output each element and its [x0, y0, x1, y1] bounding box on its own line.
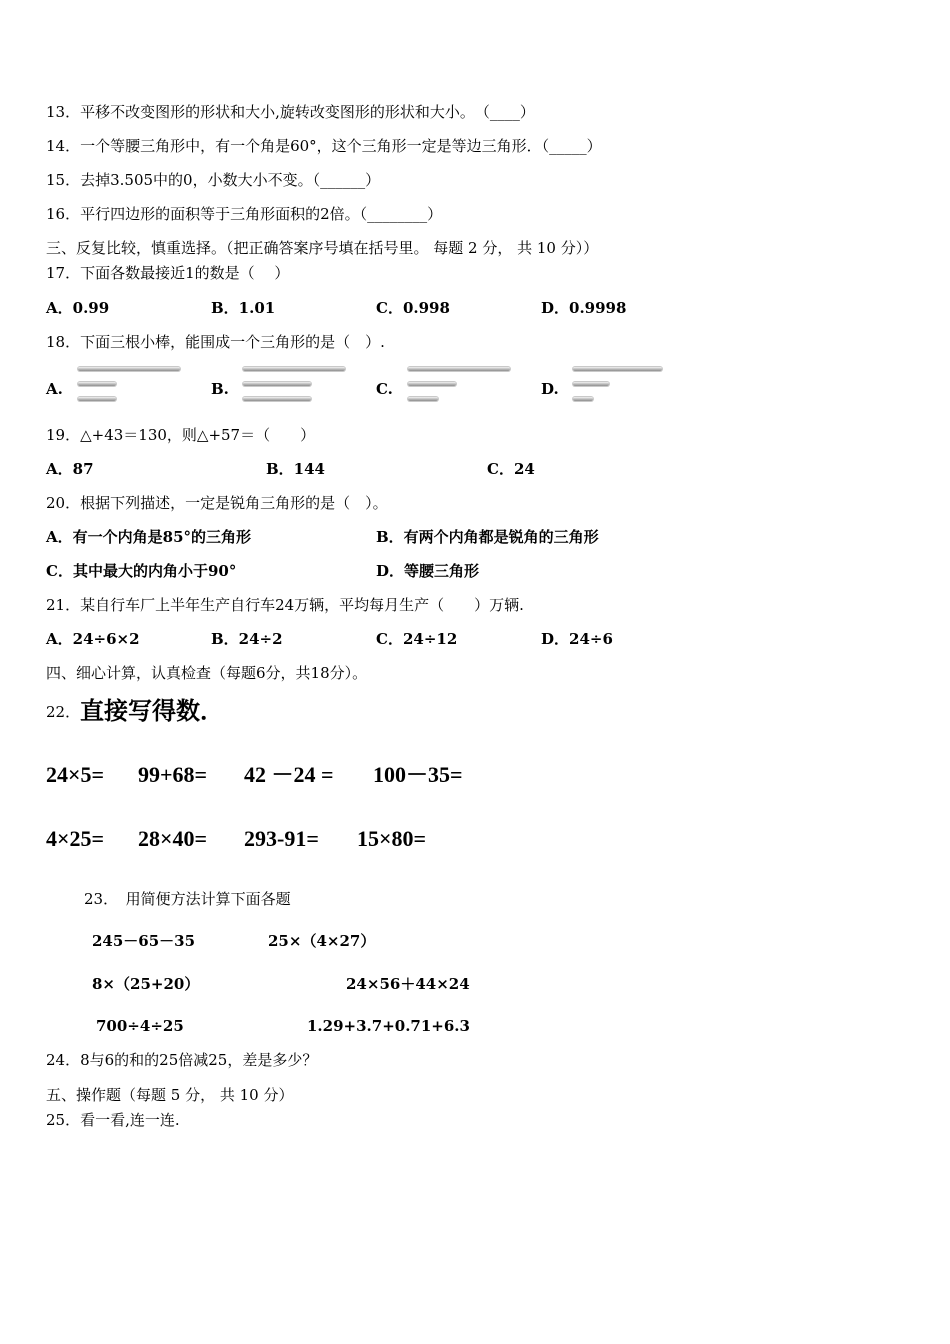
question-21-option-a: A．24÷6×2 — [46, 630, 140, 648]
question-19-option-a: A．87 — [46, 460, 94, 478]
question-15: 15．去掉3.505中的0，小数大小不变。（______） — [46, 171, 381, 189]
calc-item: 42 －24 = — [244, 762, 334, 787]
stick — [573, 367, 662, 371]
section-4-heading: 四、细心计算，认真检查（每题6分，共18分）。 — [46, 664, 368, 682]
calc-item: 99+68= — [138, 762, 208, 787]
question-19-option-b: B．144 — [266, 460, 325, 478]
question-18-option-c: C. — [376, 380, 393, 398]
stick — [573, 397, 593, 401]
calc-item: 4×25= — [46, 826, 105, 851]
simplify-item: 24×56＋44×24 — [346, 975, 470, 993]
question-24: 24．8与6的和的25倍减25，差是多少？ — [46, 1051, 318, 1069]
calc-item: 28×40= — [138, 826, 208, 851]
calc-item: 100－35= — [373, 762, 463, 787]
question-21-option-b: B．24÷2 — [211, 630, 283, 648]
question-20-option-b: B．有两个内角都是锐角的三角形 — [376, 528, 599, 546]
question-22-number: 22． — [46, 703, 81, 721]
question-20-option-d: D．等腰三角形 — [376, 562, 480, 580]
question-25: 25．看一看,连一连. — [46, 1111, 180, 1129]
question-18-stem: 18．下面三根小棒，能围成一个三角形的是（ ）. — [46, 333, 385, 351]
stick — [243, 397, 311, 401]
stick — [243, 367, 345, 371]
question-17-option-a: A．0.99 — [46, 299, 110, 317]
question-17-option-d: D．0.9998 — [541, 299, 627, 317]
stick — [408, 367, 510, 371]
question-18-option-d: D. — [541, 380, 559, 398]
question-17-option-c: C．0.998 — [376, 299, 450, 317]
simplify-item: 700÷4÷25 — [96, 1017, 184, 1035]
question-17-stem: 17．下面各数最接近1的数是（ ） — [46, 264, 290, 282]
question-18-option-b: B. — [211, 380, 229, 398]
question-21-option-d: D．24÷6 — [541, 630, 613, 648]
stick — [78, 382, 116, 386]
stick — [408, 397, 438, 401]
simplify-item: 245－65－35 — [92, 932, 196, 950]
simplify-item: 8×（25+20） — [92, 975, 200, 993]
question-21-option-c: C．24÷12 — [376, 630, 458, 648]
question-21-stem: 21．某自行车厂上半年生产自行车24万辆，平均每月生产（ ）万辆. — [46, 596, 524, 614]
section-5-heading: 五、操作题（每题 5 分， 共 10 分） — [46, 1086, 294, 1104]
question-19-option-c: C．24 — [487, 460, 535, 478]
question-22-title: 直接写得数． — [80, 696, 224, 725]
calc-item: 15×80= — [357, 826, 427, 851]
question-19-stem: 19．△+43＝130，则△+57＝（ ） — [46, 426, 316, 444]
question-18-option-a: A. — [46, 380, 63, 398]
stick — [78, 397, 116, 401]
question-20-option-a: A．有一个内角是85°的三角形 — [46, 528, 252, 546]
stick — [408, 382, 456, 386]
question-16: 16．平行四边形的面积等于三角形面积的2倍。（________） — [46, 205, 443, 223]
question-17-option-b: B．1.01 — [211, 299, 276, 317]
calc-item: 24×5= — [46, 762, 105, 787]
section-3-heading: 三、反复比较，慎重选择。（把正确答案序号填在括号里。 每题 2 分， 共 10 分）） — [46, 239, 599, 257]
simplify-item: 1.29+3.7+0.71+6.3 — [307, 1017, 470, 1035]
stick — [243, 382, 311, 386]
question-13: 13．平移不改变图形的形状和大小,旋转改变图形的形状和大小。 （____） — [46, 103, 535, 121]
question-20-option-c: C．其中最大的内角小于90° — [46, 562, 237, 580]
stick — [78, 367, 180, 371]
stick — [573, 382, 609, 386]
question-20-stem: 20．根据下列描述，一定是锐角三角形的是（ ）。 — [46, 494, 388, 512]
question-14: 14．一个等腰三角形中，有一个角是60°，这个三角形一定是等边三角形．（_____） — [46, 137, 602, 155]
question-23-stem: 23． 用简便方法计算下面各题 — [84, 890, 291, 908]
calc-item: 293-91= — [244, 826, 319, 851]
simplify-item: 25×（4×27） — [268, 932, 376, 950]
